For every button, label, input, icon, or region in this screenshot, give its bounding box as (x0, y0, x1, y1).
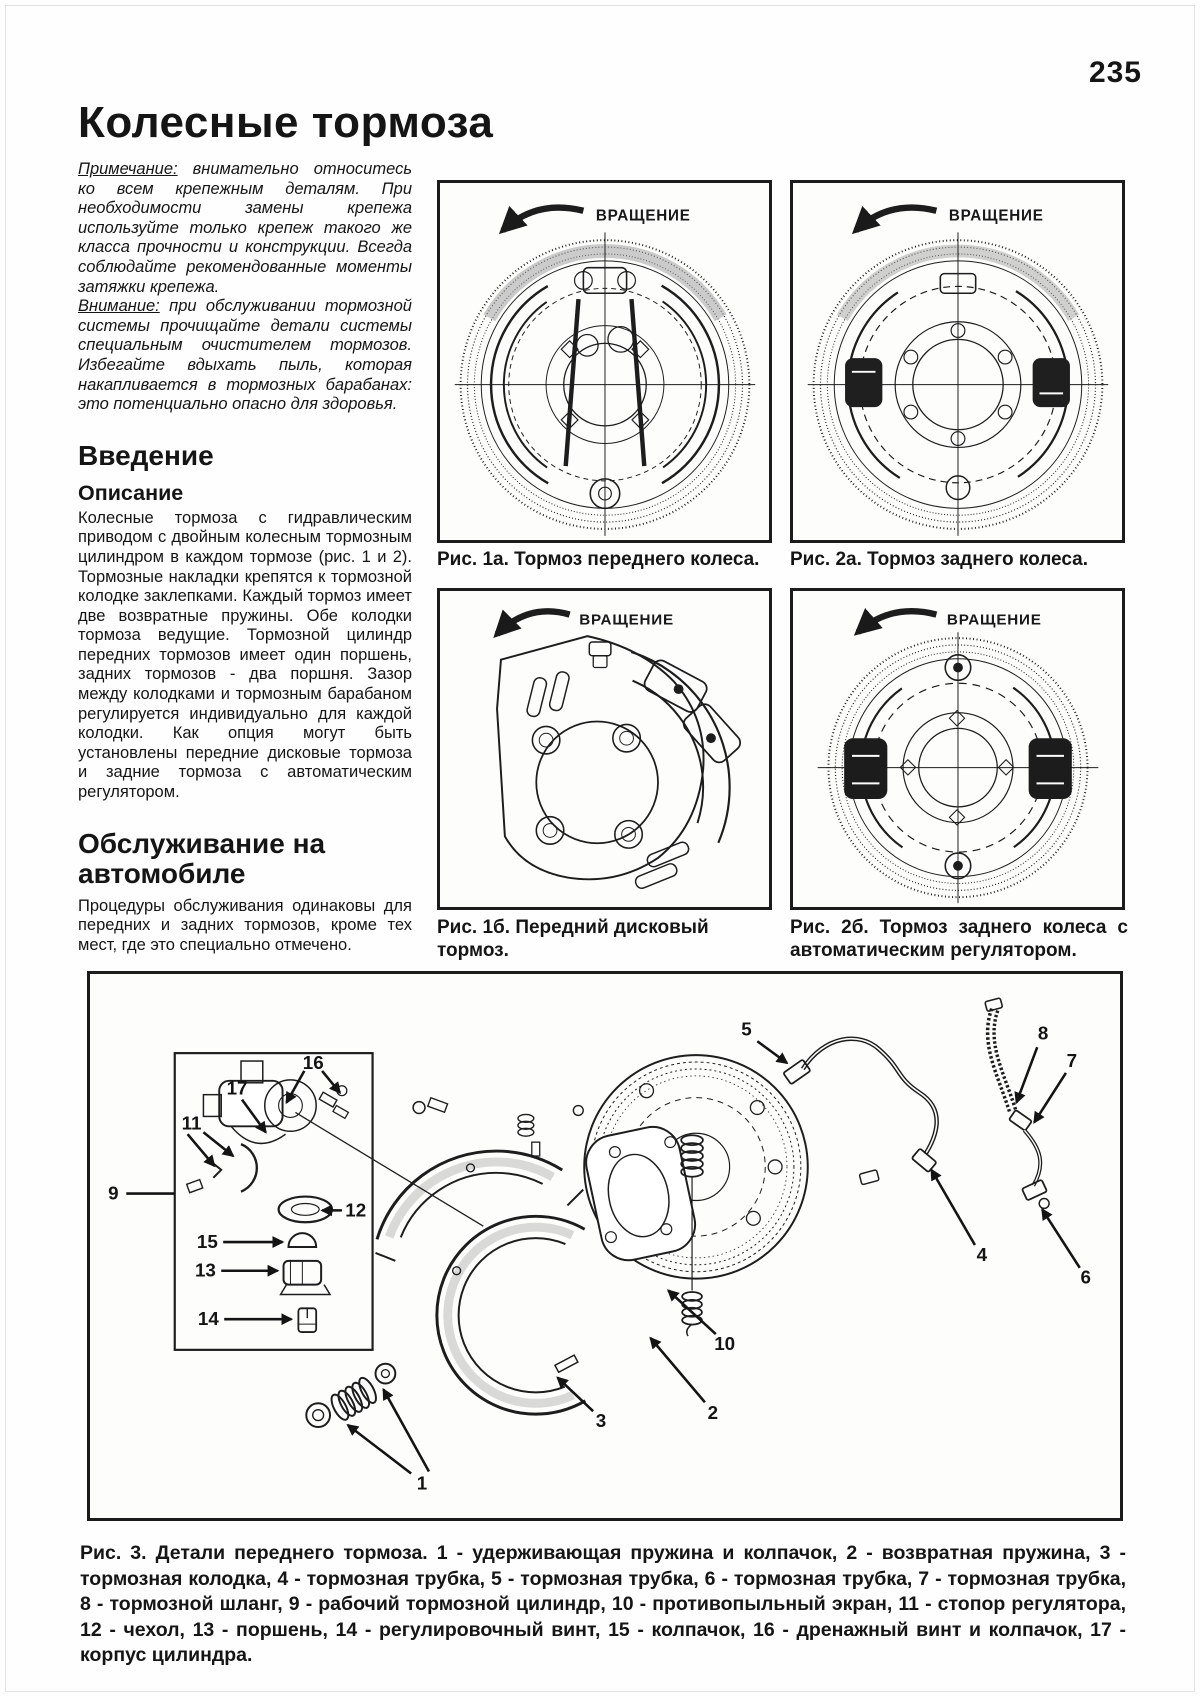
brake-pipes (783, 998, 1049, 1209)
rotation-arrow-icon (856, 208, 937, 231)
service-heading: Обслуживание на автомобиле (78, 827, 326, 889)
description-heading: Описание (78, 480, 184, 505)
part-label-11: 11 (181, 1112, 202, 1134)
rotation-label: ВРАЩЕНИЕ (946, 611, 1042, 629)
warning-paragraph (78, 297, 412, 415)
description-text: Колесные тормоза с гидравлическим приводом с двойным колесным тормозным цилиндром в каждом тормозе (рис. 1 и 2). Тормозные накладки крепятся к тормозной колодке заклепками. Каждый тормоз имеет две возвратные пружины. Обе колодки тормоза ведущие. Тормозной цилиндр передних тормозов имеет один поршень, задних тормозов - два поршня. Зазор между колодками и тормозным барабаном регулируется индивидуально для каждой колодки. Как опция могут быть установлены передние дисковые тормоза и задние тормоза с автоматическим регулятором. (78, 508, 412, 802)
caliper-anchor (445, 642, 743, 907)
front-drum-brake-drawing (440, 183, 769, 540)
figure-1a-caption: Рис. 1а. Тормоз переднего колеса. (437, 549, 760, 570)
part-label-17: 17 (226, 1077, 248, 1099)
part-label-7: 7 (1066, 1049, 1078, 1071)
rear-drum-brake-drawing (793, 183, 1122, 540)
part-label-6: 6 (1080, 1266, 1091, 1288)
loose-fasteners (413, 1098, 583, 1156)
intro-heading: Введение (78, 439, 214, 471)
figure-1b (437, 588, 772, 910)
part-label-9: 9 (108, 1182, 119, 1204)
part-label-12: 12 (345, 1199, 367, 1221)
part-label-10: 10 (714, 1332, 736, 1354)
retaining-spring-set (306, 1364, 395, 1427)
note-label: Примечание: (78, 160, 178, 178)
rotation-label: ВРАЩЕНИЕ (579, 611, 674, 629)
rotation-arrow-icon (858, 611, 937, 632)
note-text: внимательно относитесь ко всем крепежным деталям. При необходимости замены крепежа используйте только крепеж такого же класса прочности и конструкции. Всегда соблюдайте рекомендованные моменты затяжки крепежа. (78, 160, 412, 296)
front-disc-brake-drawing (440, 591, 769, 907)
rotation-label: ВРАЩЕНИЕ (948, 207, 1044, 225)
part-label-14: 14 (197, 1308, 219, 1330)
crosshair (455, 232, 756, 535)
figure-1a (437, 180, 772, 543)
rear-drum-adjuster-drawing (793, 591, 1122, 907)
warning-label: Внимание: (78, 297, 160, 316)
part-label-4: 4 (976, 1243, 988, 1265)
rotation-arrow-icon (503, 208, 584, 231)
page-number: 235 (1088, 56, 1142, 89)
figure-1b-caption: Рис. 1б. Передний дисковый тормоз. (437, 917, 709, 961)
part-label-8: 8 (1037, 1022, 1049, 1044)
part-label-2: 2 (707, 1402, 719, 1424)
exploded-brake-diagram (90, 974, 1120, 1518)
warning-text: при обслуживании тормозной системы прочищайте детали системы специальным очистителем тормозов. Избегайте вдыхать пыль, которая накапливается в тормозных барабанах: это потенциально опасно для здоровья. (78, 297, 412, 414)
figure-2b-caption: Рис. 2б. Тормоз заднего колеса с автоматическим регулятором. (790, 917, 1128, 961)
note-paragraph (78, 160, 412, 297)
brake-shoe-upper (372, 1151, 621, 1400)
figure-3 (87, 971, 1123, 1521)
page-title: Колесные тормоза (78, 98, 494, 147)
part-label-3: 3 (595, 1410, 607, 1432)
part-label-16: 16 (302, 1051, 324, 1073)
figure-2b (790, 588, 1125, 910)
cylinder-body (187, 1061, 349, 1193)
part-label-5: 5 (741, 1018, 752, 1040)
rotation-label: ВРАЩЕНИЕ (595, 207, 691, 225)
figure-3-caption: Рис. 3. Детали переднего тормоза. 1 - удерживающая пружина и колпачок, 2 - возвратная пружина, 3 - тормозная колодка, 4 - тормозная трубка, 5 - тормозная трубка, 6 - тормозная трубка, 7 - тормозная трубка, 8 - тормозной шланг, 9 - рабочий тормозной цилиндр, 10 - противопыльный экран, 11 - стопор регулятора, 12 - чехол, 13 - поршень, 14 - регулировочный винт, 15 - колпачок, 16 - дренажный винт и колпачок, 17 - корпус цилиндра. (80, 1542, 1126, 1666)
rotation-arrow-icon (497, 611, 570, 634)
figure-2a (790, 180, 1125, 543)
part-label-15: 15 (196, 1230, 218, 1252)
part-label-1: 1 (416, 1472, 428, 1494)
figure-2a-caption: Рис. 2а. Тормоз заднего колеса. (790, 549, 1089, 570)
left-column (78, 160, 412, 955)
service-text: Процедуры обслуживания одинаковы для передних и задних тормозов, кроме тех мест, где это специально отмечено. (78, 896, 412, 954)
cylinder-internals (279, 1197, 332, 1333)
part-label-13: 13 (194, 1259, 216, 1281)
